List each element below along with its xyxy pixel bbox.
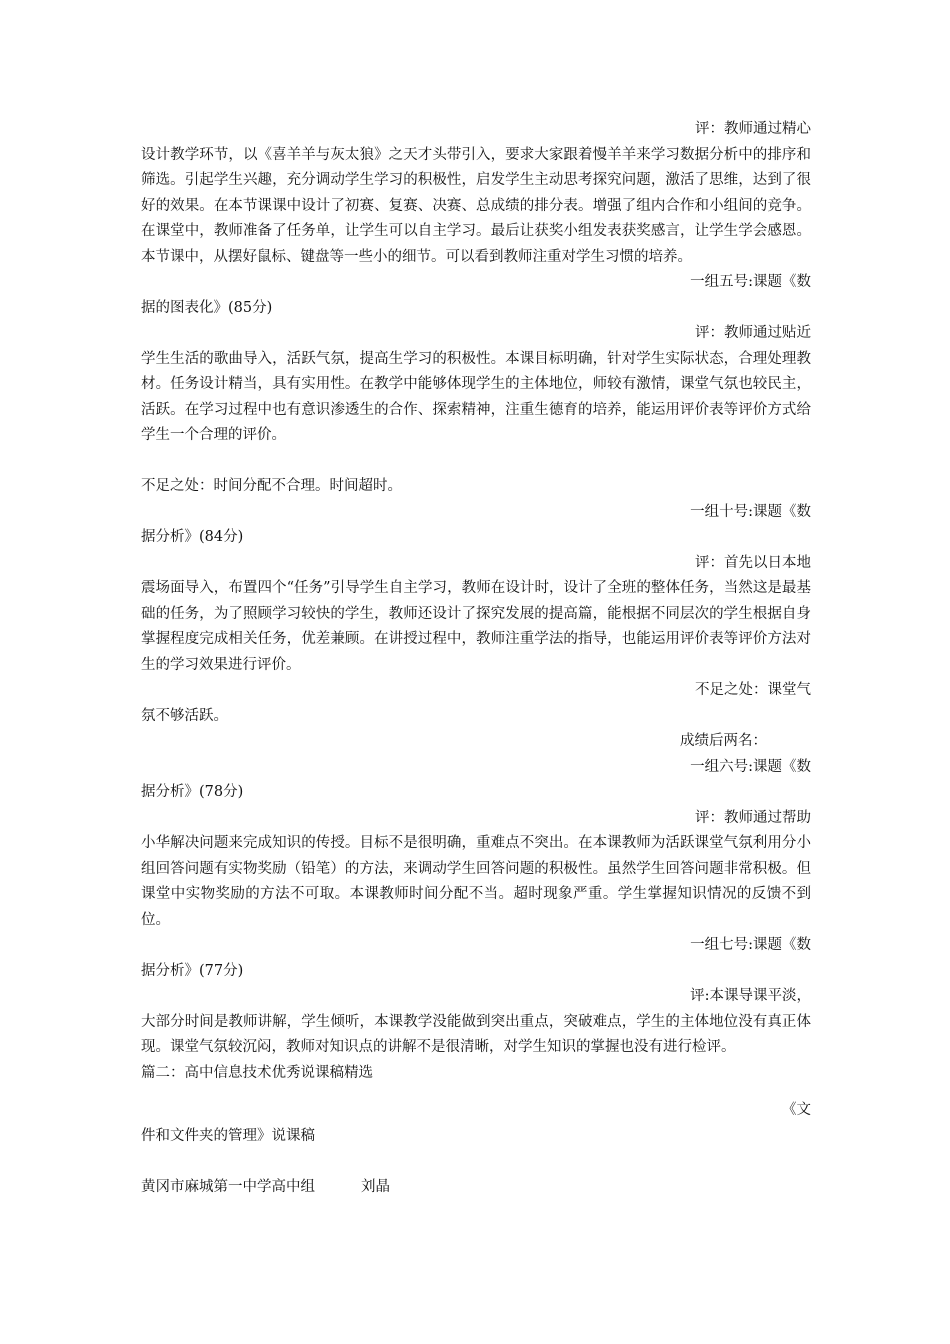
paragraph-lesson-group1-no10 [141, 500, 811, 551]
paragraph-shortcoming-1: 不足之处：时间分配不合理。时间超时。 [141, 478, 402, 494]
document-body [141, 117, 811, 1200]
paragraph-review-4 [141, 806, 811, 934]
paragraph-lead [141, 729, 811, 755]
blank-line [141, 1086, 811, 1098]
paragraph-text: 件和文件夹的管理》说课稿 [141, 1127, 315, 1144]
paragraph-text: 小华解决问题来完成知识的传授。目标不是很明确，重难点不突出。在本课教师为活跃课堂气氛利用分小组回答问题有实物奖励（铅笔）的方法，来调动学生回答问题的积极性。虽然学生回答问题非常积极。但课堂中实物奖励的方法不可取。本课教师时间分配不当。超时现象严重。学生掌握知识情况的反馈不到位。 [141, 835, 811, 928]
paragraph-lead: 《文 [782, 1102, 811, 1118]
bottom-two-label: 成绩后两名： [680, 733, 767, 749]
paragraph-text: 据分析》(78分) [141, 784, 244, 800]
blank-line [141, 1149, 811, 1175]
paragraph-text: 据的图表化》(85分) [141, 299, 273, 316]
paragraph-lesson-group1-no5 [141, 270, 811, 321]
paragraph-text: 设计教学环节，以《喜羊羊与灰太狼》之天才头带引入，要求大家跟着慢羊羊来学习数据分析中的排序和筛选。引起学生兴趣，充分调动学生学习的积极性，启发学生主动思考探究问题，激活了思维，达到了很好的效果。在本节课课中设计了初赛、复赛、决赛、总成绩的排分表。增强了组内合作和小组间的竞争。在课堂中，教师准备了任务单，让学生可以自主学习。最后让获奖小组发表获奖感言，让学生学会感恩。本节课中，从摆好鼠标、键盘等一些小的细节。可以看到教师注重对学生习惯的培养。 [141, 146, 811, 265]
author-line [141, 1175, 811, 1201]
paragraph-text: 据分析》(84分) [141, 529, 244, 545]
paragraph-review-2 [141, 321, 811, 449]
paragraph-review-3 [141, 551, 811, 679]
section-title: 篇二：高中信息技术优秀说课稿精选 [141, 1064, 373, 1081]
paragraph-lead: 一组十号:课题《数 [690, 503, 811, 520]
paragraph-review-5 [141, 984, 811, 1061]
paragraph-shortcoming-2 [141, 678, 811, 729]
paragraph-lead: 评：首先以日本地 [695, 554, 811, 571]
paragraph-text: 学生生活的歌曲导入，活跃气氛，提高生学习的积极性。本课目标明确，针对学生实际状态，合理处理教材。任务设计精当，具有实用性。在教学中能够体现学生的主体地位，师较有激情，课堂气氛也较民主，活跃。在学习过程中也有意识渗透生的合作、探索精神，注重生德育的培养，能运用评价表等评价方式给学生一个合理的评价。 [141, 350, 811, 443]
paragraph-lecture-title [141, 1098, 811, 1149]
paragraph-lead: 评：教师通过精心 [695, 121, 811, 137]
author-school: 黄冈市麻城第一中学高中组 [141, 1178, 315, 1195]
paragraph-lead: 评：教师通过帮助 [695, 809, 811, 826]
paragraph-lead: 一组七号:课题《数 [690, 937, 811, 953]
paragraph-text: 震场面导入，布置四个“任务”引导学生自主学习，教师在设计时，设计了全班的整体任务，当然这是最基础的任务，为了照顾学习较快的学生，教师还设计了探究发展的提高篇，能根据不同层次的学生根据自身掌握程度完成相关任务，优差兼顾。在讲授过程中，教师注重学法的指导，也能运用评价表等评价方法对生的学习效果进行评价。 [141, 580, 811, 673]
paragraph-lesson-group1-no6 [141, 755, 811, 806]
paragraph-lead: 不足之处：课堂气 [695, 682, 811, 698]
paragraph-bottom-two [141, 729, 811, 755]
paragraph-text: 氛不够活跃。 [141, 707, 228, 724]
author-name: 刘晶 [361, 1178, 390, 1195]
paragraph-lead: 一组五号:课题《数 [690, 274, 811, 290]
paragraph-text: 大部分时间是教师讲解，学生倾听，本课教学没能做到突出重点，突破难点，学生的主体地位没有真正体现。课堂气氛较沉闷，教师对知识点的讲解不是很清晰，对学生知识的掌握也没有进行检评。 [141, 1013, 811, 1055]
paragraph-review-1 [141, 117, 811, 270]
paragraph-lead: 一组六号:课题《数 [690, 758, 811, 775]
paragraph-text: 据分析》(77分) [141, 962, 244, 979]
paragraph-lead: 评:本课导课平淡， [690, 988, 811, 1004]
paragraph-lead: 评：教师通过贴近 [695, 325, 811, 341]
paragraph-lesson-group1-no7 [141, 933, 811, 984]
blank-line [141, 449, 811, 475]
